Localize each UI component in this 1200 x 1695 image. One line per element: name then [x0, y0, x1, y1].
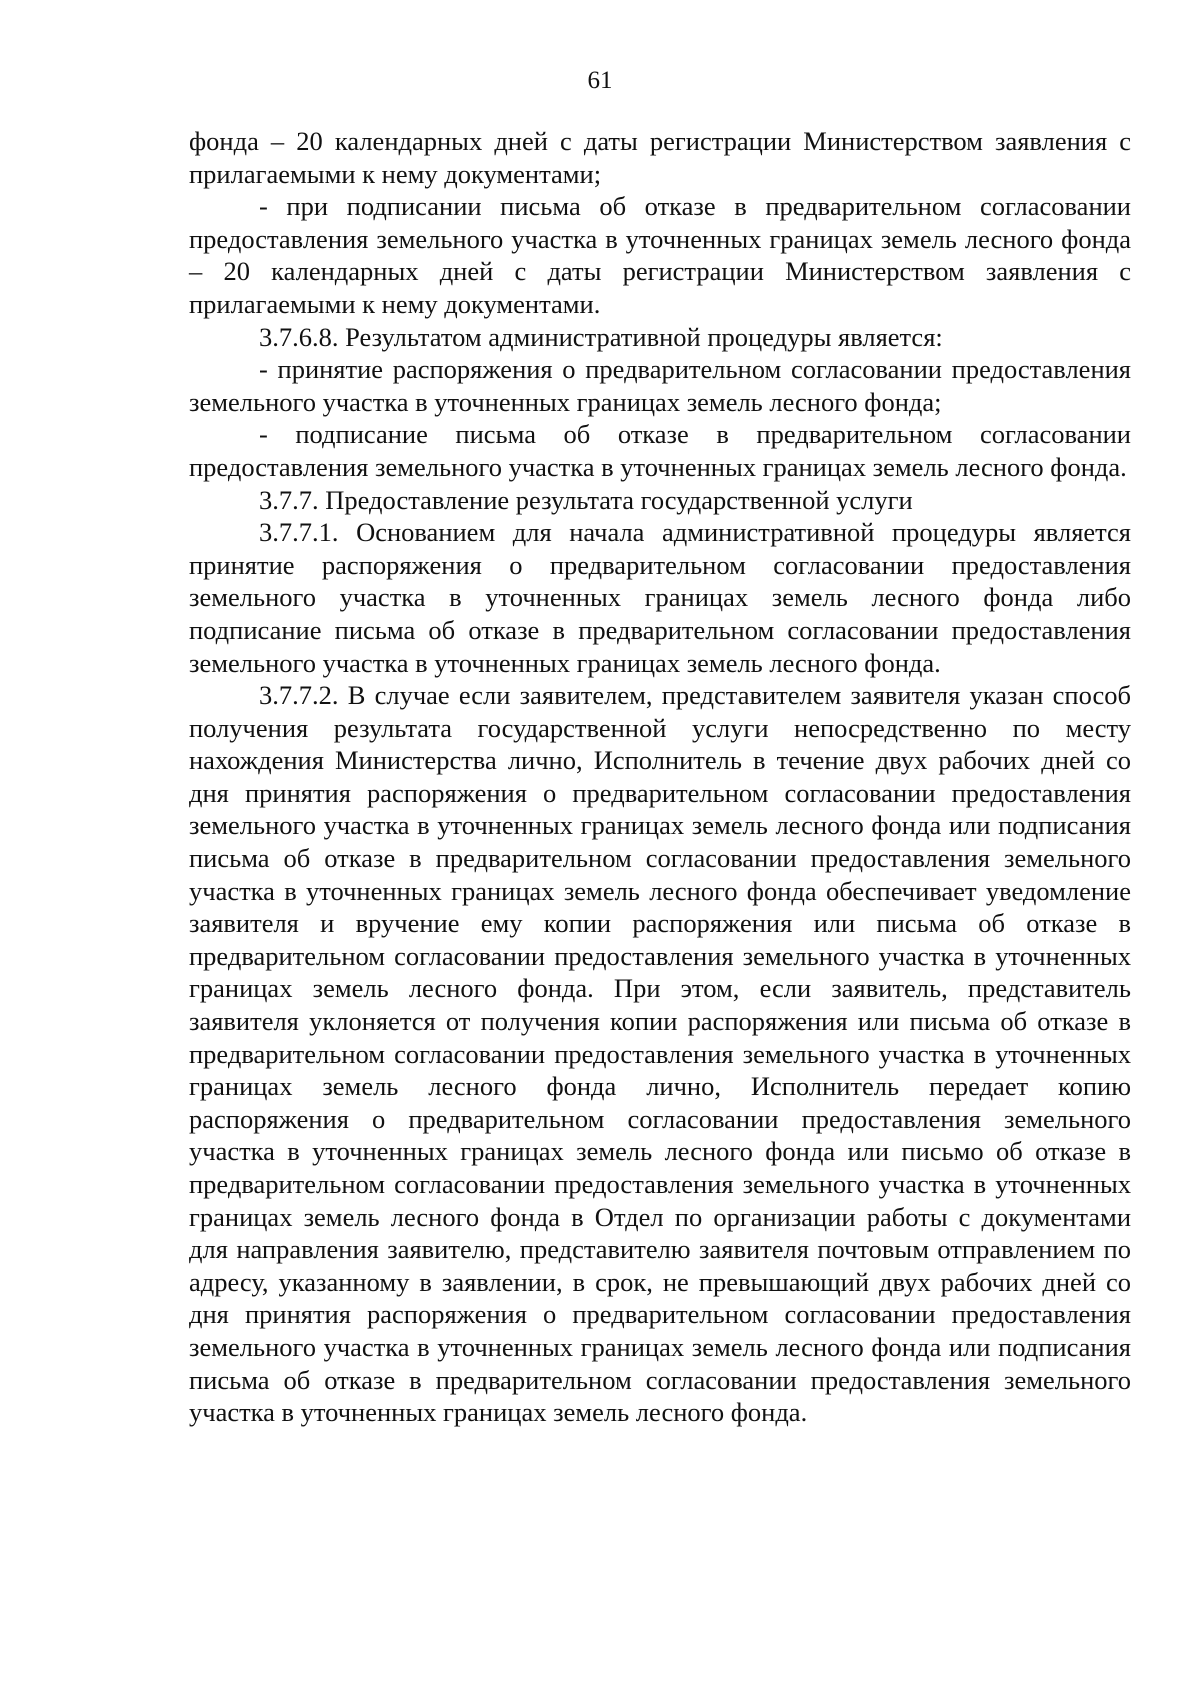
- paragraph: - подписание письма об отказе в предварительном согласовании предоставления земельного участка в уточненных границах земель лесного фонда.: [189, 419, 1131, 482]
- document-body: [189, 125, 1131, 1429]
- section-heading: 3.7.7. Предоставление результата государственной услуги: [259, 484, 913, 515]
- page-number: 61: [587, 67, 613, 94]
- paragraph: - при подписании письма об отказе в предварительном согласовании предоставления земельного участка в уточненных границах земель лесного фонда – 20 календарных дней с даты регистрации Министерством заявления с прилагаемыми к нему документами.: [189, 191, 1131, 319]
- paragraph: 3.7.7.1. Основанием для начала административной процедуры является принятие распоряжения о предварительном согласовании предоставления земельного участка в уточненных границах земель лесного фонда либо подписание письма об отказе в предварительном согласовании предоставления земельного участка в уточненных границах земель лесного фонда.: [189, 517, 1131, 678]
- paragraph: фонда – 20 календарных дней с даты регистрации Министерством заявления с прилагаемыми к нему документами;: [189, 126, 1131, 189]
- paragraph: 3.7.7.2. В случае если заявителем, представителем заявителя указан способ получения результата государственной услуги непосредственно по месту нахождения Министерства лично, Исполнитель в течение двух рабочих дней со дня принятия распоряжения о предварительном согласовании предоставления земельного участка в уточненных границах земель лесного фонда или подписания письма об отказе в предварительном согласовании предоставления земельного участка в уточненных границах земель лесного фонда обеспечивает уведомление заявителя и вручение ему копии распоряжения или письма об отказе в предварительном согласовании предоставления земельного участка в уточненных границах земель лесного фонда. При этом, если заявитель, представитель заявителя уклоняется от получения копии распоряжения или письма об отказе в предварительном согласовании предоставления земельного участка в уточненных границах земель лесного фонда лично, Исполнитель передает копию распоряжения о предварительном согласовании предоставления земельного участка в уточненных границах земель лесного фонда или письмо об отказе в предварительном согласовании предоставления земельного участка в уточненных границах земель лесного фонда в Отдел по организации работы с документами для направления заявителю, представителю заявителя почтовым отправлением по адресу, указанному в заявлении, в срок, не превышающий двух рабочих дней со дня принятия распоряжения о предварительном согласовании предоставления земельного участка в уточненных границах земель лесного фонда или подписания письма об отказе в предварительном согласовании предоставления земельного участка в уточненных границах земель лесного фонда.: [189, 680, 1131, 1428]
- paragraph: - принятие распоряжения о предварительном согласовании предоставления земельного участка в уточненных границах земель лесного фонда;: [189, 354, 1131, 417]
- paragraph: 3.7.6.8. Результатом административной процедуры является:: [259, 321, 943, 352]
